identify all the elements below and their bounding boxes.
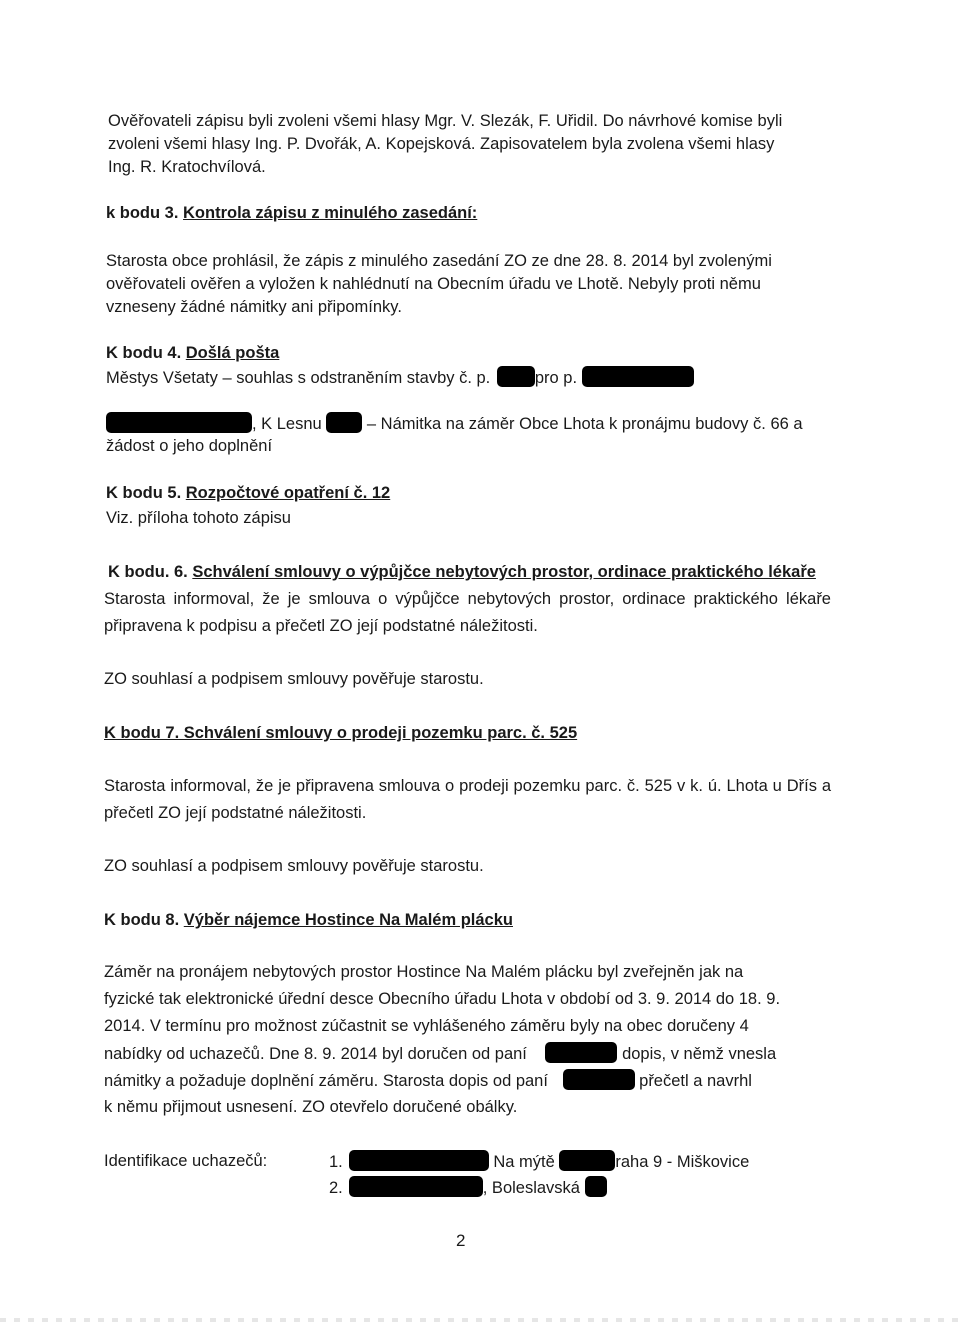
applicant-1-number: 1. <box>329 1153 343 1171</box>
applicant-1 <box>329 1150 749 1173</box>
redaction-block <box>585 1176 607 1197</box>
section-4-line-1-text-a: Městys Všetaty – souhlas s odstraněním stavby č. p. <box>106 369 491 387</box>
section-8-line-6: k němu přijmout usnesení. ZO otevřelo doručené obálky. <box>104 1098 518 1116</box>
section-3-prefix: k bodu 3. <box>106 204 179 222</box>
section-4-line-1 <box>106 366 694 389</box>
applicants-label: Identifikace uchazečů: <box>104 1152 268 1170</box>
section-6-prefix: K bodu. 6. <box>108 563 188 581</box>
redaction-block <box>106 412 252 433</box>
section-5-prefix: K bodu 5. <box>106 484 182 502</box>
section-5-title: Rozpočtové opatření č. 12 <box>185 484 391 502</box>
section-8-prefix: K bodu 8. <box>104 911 180 929</box>
section-8-line-1: Záměr na pronájem nebytových prostor Hostince Na Malém plácku byl zveřejněn jak na <box>104 963 744 981</box>
section-7-title: K bodu 7. Schválení smlouvy o prodeji pozemku parc. č. 525 <box>104 724 578 742</box>
section-8-line-4-text-b: dopis, v němž vnesla <box>622 1045 777 1063</box>
section-3-heading <box>106 202 477 224</box>
section-7-heading <box>104 722 577 744</box>
verifiers-line-2: zvoleni všemi hlasy Ing. P. Dvořák, A. Kopejsková. Zapisovatelem byla zvolena všemi hlasy <box>108 135 775 153</box>
section-3-line-3: vzneseny žádné námitky ani připomínky. <box>106 298 402 316</box>
redaction-block <box>349 1150 489 1171</box>
section-6-heading <box>108 561 816 583</box>
section-8-line-5 <box>104 1069 752 1092</box>
section-4-prefix: K bodu 4. <box>106 344 182 362</box>
applicant-2 <box>329 1176 607 1199</box>
section-8-line-3: 2014. V termínu pro možnost zúčastnit se vyhlášeného záměru byly na obec doručeny 4 <box>104 1017 749 1035</box>
section-7-decision: ZO souhlasí a podpisem smlouvy pověřuje starostu. <box>104 857 484 875</box>
section-8-heading <box>104 909 513 931</box>
section-8-line-5-text-a: námitky a požaduje doplnění záměru. Starosta dopis od paní <box>104 1072 548 1090</box>
redaction-block <box>545 1042 617 1063</box>
scan-edge-artifact <box>0 1318 960 1322</box>
section-5-line-1: Viz. příloha tohoto zápisu <box>106 509 291 527</box>
section-6-paragraph: Starosta informoval, že je smlouva o výpůjčce nebytových prostor, ordinace praktického lékaře připravena k podpisu a přečetl ZO její podstatné náležitosti. <box>104 590 831 635</box>
section-4-heading <box>106 342 279 364</box>
section-8-title: Výběr nájemce Hostince Na Malém plácku <box>183 911 513 929</box>
page-number: 2 <box>456 1231 466 1250</box>
section-4-line-3: žádost o jeho doplnění <box>106 437 273 455</box>
section-4-title: Došlá pošta <box>185 344 280 362</box>
section-6-decision: ZO souhlasí a podpisem smlouvy pověřuje starostu. <box>104 670 484 688</box>
section-7-paragraph: Starosta informoval, že je připravena smlouva o prodeji pozemku parc. č. 525 v k. ú. Lhota u Dřís a přečetl ZO její podstatné náležitosti. <box>104 777 831 822</box>
section-3-line-1: Starosta obce prohlásil, že zápis z minulého zasedání ZO ze dne 28. 8. 2014 byl zvolenými <box>106 252 772 270</box>
redaction-block <box>563 1069 635 1090</box>
redaction-block <box>497 366 535 387</box>
verifiers-line-3: Ing. R. Kratochvílová. <box>108 158 266 176</box>
section-8-line-4 <box>104 1042 776 1065</box>
section-4-line-2 <box>106 412 803 435</box>
section-5-heading <box>106 482 390 504</box>
applicant-2-number: 2. <box>329 1179 343 1197</box>
applicant-1-text-b: raha 9 - Miškovice <box>615 1153 750 1171</box>
verifiers-line-1: Ověřovateli zápisu byli zvoleni všemi hlasy Mgr. V. Slezák, F. Uřidil. Do návrhové komise byli <box>108 112 783 130</box>
section-8-line-2: fyzické tak elektronické úřední desce Obecního úřadu Lhota v období od 3. 9. 2014 do 18. 9. <box>104 990 781 1008</box>
applicant-1-text-a: Na mýtě <box>493 1153 555 1171</box>
applicant-2-text-a: , Boleslavská <box>482 1179 580 1197</box>
section-4-line-1-text-b: pro p. <box>534 369 578 387</box>
redaction-block <box>559 1150 615 1171</box>
section-8-line-5-text-b: přečetl a navrhl <box>639 1072 752 1090</box>
redaction-block <box>349 1176 483 1197</box>
section-4-line-2-text-b: – Námitka na záměr Obce Lhota k pronájmu budovy č. 66 a <box>366 415 803 433</box>
redaction-block <box>582 366 694 387</box>
section-6-title: Schválení smlouvy o výpůjčce nebytových prostor, ordinace praktického lékaře <box>192 563 816 581</box>
section-8-line-4-text-a: nabídky od uchazečů. Dne 8. 9. 2014 byl doručen od paní <box>104 1045 527 1063</box>
section-4-line-2-text-a: , K Lesnu <box>252 415 322 433</box>
redaction-block <box>326 412 362 433</box>
section-3-line-2: ověřovateli ověřen a vyložen k nahlédnutí na Obecním úřadu ve Lhotě. Nebyly proti němu <box>106 275 761 293</box>
section-3-title: Kontrola zápisu z minulého zasedání: <box>183 204 478 222</box>
